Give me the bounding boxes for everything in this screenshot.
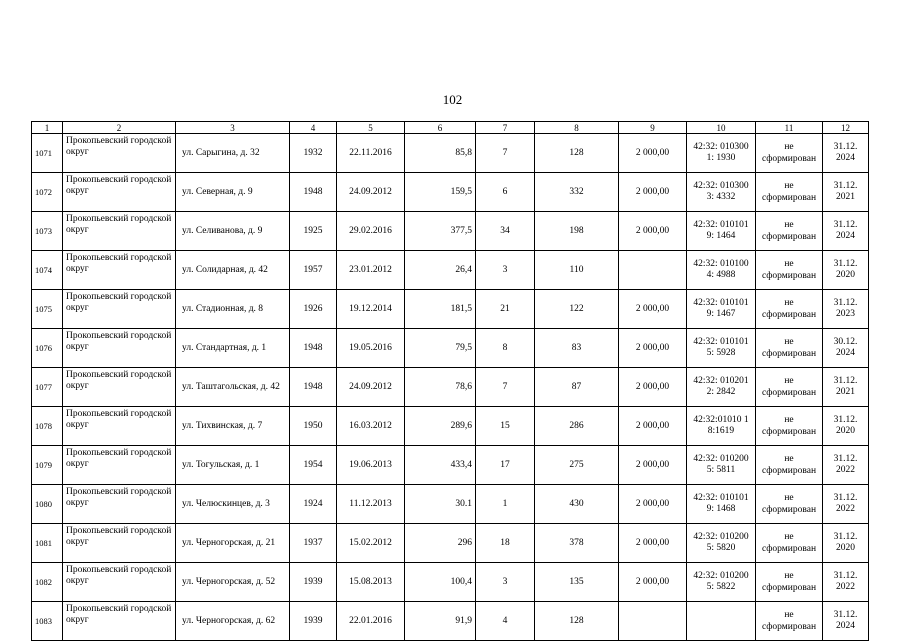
address-cell: ул. Солидарная, д. 42: [176, 251, 290, 290]
date-cell: 22.11.2016: [337, 134, 405, 173]
area-cell: 26,4: [405, 251, 476, 290]
address-cell: ул. Тихвинская, д. 7: [176, 407, 290, 446]
cost-cell: 2 000,00: [619, 329, 687, 368]
address-cell: ул. Черногорская, д. 62: [176, 602, 290, 641]
col7-cell: 4: [476, 602, 535, 641]
area-cell: 433,4: [405, 446, 476, 485]
column-header: 8: [535, 122, 619, 134]
cadastral-number-cell: 42:32: 0102005: 5822: [687, 563, 756, 602]
column-header: 12: [823, 122, 869, 134]
cost-cell: 2 000,00: [619, 134, 687, 173]
cost-cell: 2 000,00: [619, 173, 687, 212]
area-cell: 91,9: [405, 602, 476, 641]
date-cell: 23.01.2012: [337, 251, 405, 290]
municipality-cell: Прокопьевский городской округ: [63, 212, 176, 251]
municipality-cell: Прокопьевский городской округ: [63, 407, 176, 446]
date-cell: 24.09.2012: [337, 173, 405, 212]
col7-cell: 3: [476, 251, 535, 290]
cadastral-number-cell: [687, 602, 756, 641]
date-cell: 19.05.2016: [337, 329, 405, 368]
deadline-cell: 31.12. 2022: [823, 563, 869, 602]
status-cell: не сформирован: [756, 485, 823, 524]
status-cell: не сформирован: [756, 290, 823, 329]
year-cell: 1948: [290, 368, 337, 407]
row-number-cell: 1082: [32, 563, 63, 602]
cadastral-number-cell: 42:32: 0103003: 4332: [687, 173, 756, 212]
area-cell: 85,8: [405, 134, 476, 173]
date-cell: 16.03.2012: [337, 407, 405, 446]
cost-cell: [619, 602, 687, 641]
year-cell: 1937: [290, 524, 337, 563]
col8-cell: 110: [535, 251, 619, 290]
col8-cell: 128: [535, 602, 619, 641]
deadline-cell: 31.12. 2020: [823, 251, 869, 290]
address-cell: ул. Челюскинцев, д. 3: [176, 485, 290, 524]
column-header: 5: [337, 122, 405, 134]
col7-cell: 7: [476, 368, 535, 407]
row-number-cell: 1073: [32, 212, 63, 251]
col8-cell: 430: [535, 485, 619, 524]
cadastral-number-cell: 42:32: 0101019: 1464: [687, 212, 756, 251]
cadastral-number-cell: 42:32: 0101004: 4988: [687, 251, 756, 290]
year-cell: 1948: [290, 173, 337, 212]
date-cell: 15.08.2013: [337, 563, 405, 602]
area-cell: 30.1: [405, 485, 476, 524]
cadastral-number-cell: 42:32: 0102005: 5811: [687, 446, 756, 485]
cadastral-number-cell: 42:32: 0102005: 5820: [687, 524, 756, 563]
municipality-cell: Прокопьевский городской округ: [63, 485, 176, 524]
table-body: [32, 122, 869, 641]
address-cell: ул. Черногорская, д. 52: [176, 563, 290, 602]
column-header: 1: [32, 122, 63, 134]
cost-cell: 2 000,00: [619, 212, 687, 251]
row-number-cell: 1074: [32, 251, 63, 290]
deadline-cell: 31.12. 2024: [823, 602, 869, 641]
date-cell: 11.12.2013: [337, 485, 405, 524]
year-cell: 1939: [290, 563, 337, 602]
status-cell: не сформирован: [756, 329, 823, 368]
cadastral-number-cell: 42:32:01010 18:1619: [687, 407, 756, 446]
year-cell: 1948: [290, 329, 337, 368]
column-header: 10: [687, 122, 756, 134]
col7-cell: 3: [476, 563, 535, 602]
row-number-cell: 1081: [32, 524, 63, 563]
date-cell: 19.06.2013: [337, 446, 405, 485]
address-cell: ул. Сарыгина, д. 32: [176, 134, 290, 173]
year-cell: 1954: [290, 446, 337, 485]
deadline-cell: 31.12. 2023: [823, 290, 869, 329]
date-cell: 22.01.2016: [337, 602, 405, 641]
address-cell: ул. Тогульская, д. 1: [176, 446, 290, 485]
col8-cell: 332: [535, 173, 619, 212]
column-header: 3: [176, 122, 290, 134]
table-row: [32, 524, 869, 563]
deadline-cell: 31.12. 2024: [823, 212, 869, 251]
municipality-cell: Прокопьевский городской округ: [63, 251, 176, 290]
status-cell: не сформирован: [756, 173, 823, 212]
area-cell: 100,4: [405, 563, 476, 602]
status-cell: не сформирован: [756, 524, 823, 563]
area-cell: 159,5: [405, 173, 476, 212]
cost-cell: 2 000,00: [619, 290, 687, 329]
cost-cell: 2 000,00: [619, 407, 687, 446]
address-cell: ул. Стадионная, д. 8: [176, 290, 290, 329]
col7-cell: 18: [476, 524, 535, 563]
table-row: [32, 212, 869, 251]
row-number-cell: 1071: [32, 134, 63, 173]
status-cell: не сформирован: [756, 602, 823, 641]
col7-cell: 21: [476, 290, 535, 329]
year-cell: 1926: [290, 290, 337, 329]
deadline-cell: 31.12. 2022: [823, 485, 869, 524]
row-number-cell: 1080: [32, 485, 63, 524]
column-header: 11: [756, 122, 823, 134]
table-row: [32, 329, 869, 368]
municipality-cell: Прокопьевский городской округ: [63, 602, 176, 641]
col7-cell: 6: [476, 173, 535, 212]
row-number-cell: 1077: [32, 368, 63, 407]
cadastral-number-cell: 42:32: 0102012: 2842: [687, 368, 756, 407]
row-number-cell: 1078: [32, 407, 63, 446]
year-cell: 1925: [290, 212, 337, 251]
table-row: [32, 368, 869, 407]
area-cell: 296: [405, 524, 476, 563]
page-number: 102: [442, 92, 463, 107]
status-cell: не сформирован: [756, 251, 823, 290]
column-header: 2: [63, 122, 176, 134]
municipality-cell: Прокопьевский городской округ: [63, 368, 176, 407]
col8-cell: 83: [535, 329, 619, 368]
col7-cell: 8: [476, 329, 535, 368]
table-row: [32, 602, 869, 641]
column-header: 7: [476, 122, 535, 134]
deadline-cell: 31.12. 2022: [823, 446, 869, 485]
status-cell: не сформирован: [756, 368, 823, 407]
year-cell: 1924: [290, 485, 337, 524]
deadline-cell: 31.12. 2020: [823, 524, 869, 563]
table-row: [32, 407, 869, 446]
cost-cell: [619, 251, 687, 290]
municipality-cell: Прокопьевский городской округ: [63, 446, 176, 485]
deadline-cell: 30.12. 2024: [823, 329, 869, 368]
row-number-cell: 1076: [32, 329, 63, 368]
col8-cell: 378: [535, 524, 619, 563]
deadline-cell: 31.12. 2021: [823, 173, 869, 212]
cost-cell: 2 000,00: [619, 524, 687, 563]
cadastral-number-cell: 42:32: 0103001: 1930: [687, 134, 756, 173]
col8-cell: 275: [535, 446, 619, 485]
status-cell: не сформирован: [756, 134, 823, 173]
column-header: 4: [290, 122, 337, 134]
status-cell: не сформирован: [756, 563, 823, 602]
year-cell: 1939: [290, 602, 337, 641]
date-cell: 24.09.2012: [337, 368, 405, 407]
date-cell: 29.02.2016: [337, 212, 405, 251]
column-header: 9: [619, 122, 687, 134]
cost-cell: 2 000,00: [619, 446, 687, 485]
col7-cell: 15: [476, 407, 535, 446]
municipality-cell: Прокопьевский городской округ: [63, 329, 176, 368]
year-cell: 1932: [290, 134, 337, 173]
header-row: [32, 122, 869, 134]
municipality-cell: Прокопьевский городской округ: [63, 134, 176, 173]
col8-cell: 122: [535, 290, 619, 329]
col8-cell: 128: [535, 134, 619, 173]
col7-cell: 1: [476, 485, 535, 524]
deadline-cell: 31.12. 2020: [823, 407, 869, 446]
area-cell: 289,6: [405, 407, 476, 446]
table-row: [32, 290, 869, 329]
date-cell: 15.02.2012: [337, 524, 405, 563]
table-row: [32, 446, 869, 485]
municipality-cell: Прокопьевский городской округ: [63, 290, 176, 329]
column-header: 6: [405, 122, 476, 134]
housing-register-table: [31, 121, 869, 641]
municipality-cell: Прокопьевский городской округ: [63, 524, 176, 563]
col8-cell: 135: [535, 563, 619, 602]
cost-cell: 2 000,00: [619, 368, 687, 407]
date-cell: 19.12.2014: [337, 290, 405, 329]
area-cell: 181,5: [405, 290, 476, 329]
status-cell: не сформирован: [756, 446, 823, 485]
col8-cell: 87: [535, 368, 619, 407]
year-cell: 1957: [290, 251, 337, 290]
col7-cell: 17: [476, 446, 535, 485]
cadastral-number-cell: 42:32: 0101015: 5928: [687, 329, 756, 368]
status-cell: не сформирован: [756, 212, 823, 251]
deadline-cell: 31.12. 2024: [823, 134, 869, 173]
cost-cell: 2 000,00: [619, 563, 687, 602]
col7-cell: 34: [476, 212, 535, 251]
address-cell: ул. Черногорская, д. 21: [176, 524, 290, 563]
row-number-cell: 1075: [32, 290, 63, 329]
area-cell: 78,6: [405, 368, 476, 407]
table-row: [32, 485, 869, 524]
col8-cell: 198: [535, 212, 619, 251]
cadastral-number-cell: 42:32: 0101019: 1468: [687, 485, 756, 524]
area-cell: 377,5: [405, 212, 476, 251]
address-cell: ул. Таштагольская, д. 42: [176, 368, 290, 407]
table-row: [32, 173, 869, 212]
cadastral-number-cell: 42:32: 0101019: 1467: [687, 290, 756, 329]
municipality-cell: Прокопьевский городской округ: [63, 563, 176, 602]
table-row: [32, 251, 869, 290]
row-number-cell: 1079: [32, 446, 63, 485]
row-number-cell: 1072: [32, 173, 63, 212]
year-cell: 1950: [290, 407, 337, 446]
area-cell: 79,5: [405, 329, 476, 368]
municipality-cell: Прокопьевский городской округ: [63, 173, 176, 212]
deadline-cell: 31.12. 2021: [823, 368, 869, 407]
address-cell: ул. Селиванова, д. 9: [176, 212, 290, 251]
table-row: [32, 134, 869, 173]
row-number-cell: 1083: [32, 602, 63, 641]
table-row: [32, 563, 869, 602]
status-cell: не сформирован: [756, 407, 823, 446]
col7-cell: 7: [476, 134, 535, 173]
address-cell: ул. Северная, д. 9: [176, 173, 290, 212]
cost-cell: 2 000,00: [619, 485, 687, 524]
col8-cell: 286: [535, 407, 619, 446]
address-cell: ул. Стандартная, д. 1: [176, 329, 290, 368]
